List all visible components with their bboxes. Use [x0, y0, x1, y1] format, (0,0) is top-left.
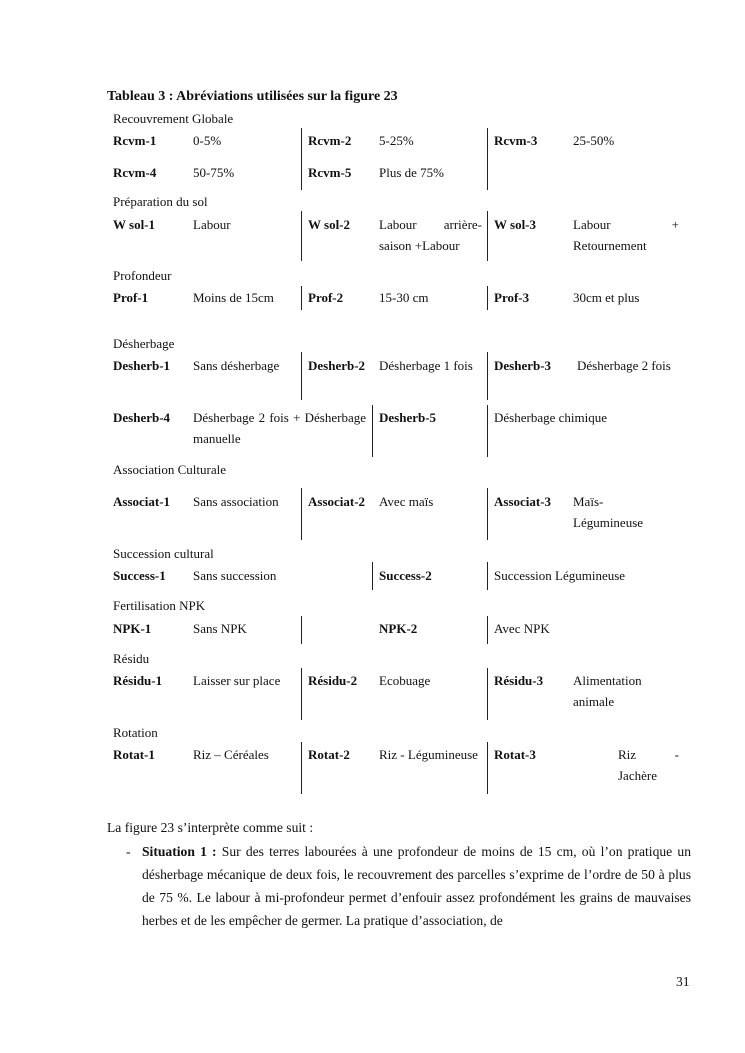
desc-cell: 15-30 cm — [379, 290, 429, 305]
column-divider — [487, 616, 488, 644]
abbr-cell: Rcvm-3 — [494, 133, 538, 148]
intro-paragraph: La figure 23 s’interprète comme suit : — [107, 820, 314, 835]
desc-cell: Moins de 15cm — [193, 290, 274, 305]
section-rotation: Rotation — [113, 725, 158, 740]
abbr-cell: Associat-3 — [494, 494, 552, 509]
desc-cell: Labour + Retournement — [573, 217, 679, 253]
abbr-cell: NPK-2 — [379, 621, 418, 636]
column-divider — [487, 211, 488, 261]
abbr-cell: Rcvm-4 — [113, 165, 157, 180]
desc-cell: 50-75% — [193, 165, 235, 180]
column-divider — [372, 562, 373, 590]
desc-cell: 0-5% — [193, 133, 222, 148]
abbr-cell: Desherb-4 — [113, 410, 171, 425]
abbr-cell: Desherb-2 — [308, 358, 366, 373]
page-number: 31 — [676, 974, 690, 989]
abbr-cell: Rotat-3 — [494, 747, 536, 762]
column-divider — [487, 562, 488, 590]
abbr-cell: Résidu-1 — [113, 673, 163, 688]
situation-body: Sur des terres labourées à une profondeur de moins de 15 cm, où l’on pratique un désherbage mécanique de deux fois, le recouvrement des parcelles s’exprime de l’ordre de 50 à plus de 75 %. Le labour à mi-profondeur permet d’enfouir assez profondément les grains de mauvaises herbes et de les empêcher de germer. La pratique d’association, de — [142, 844, 691, 928]
desc-cell: Désherbage 2 fois + Désherbage manuelle — [193, 410, 366, 446]
desc-cell: Labour — [193, 217, 231, 232]
desc-cell: Labour arrière-saison +Labour — [379, 217, 482, 253]
abbr-cell: Associat-2 — [308, 494, 366, 509]
column-divider — [301, 668, 302, 720]
abbr-cell: Rcvm-5 — [308, 165, 352, 180]
desc-cell: Alimentation animale — [573, 673, 642, 709]
desc-cell: Avec NPK — [494, 621, 550, 636]
desc-cell: Maïs-Légumineuse — [573, 494, 644, 530]
abbr-cell: W sol-2 — [308, 217, 351, 232]
column-divider — [301, 128, 302, 190]
section-fertilisation: Fertilisation NPK — [113, 598, 206, 613]
abbr-cell: Rotat-2 — [308, 747, 350, 762]
table-caption: Tableau 3 : Abréviations utilisées sur la figure 23 — [107, 89, 398, 104]
desc-cell: 25-50% — [573, 133, 615, 148]
desc-cell: Ecobuage — [379, 673, 431, 688]
column-divider — [487, 352, 488, 400]
column-divider — [301, 286, 302, 310]
situation-label: Situation 1 : — [142, 844, 217, 859]
abbr-cell: W sol-1 — [113, 217, 156, 232]
desc-cell: Sans NPK — [193, 621, 247, 636]
column-divider — [487, 668, 488, 720]
list-bullet: - — [126, 844, 131, 859]
column-divider — [301, 488, 302, 540]
situation-paragraph — [142, 840, 691, 932]
column-divider — [487, 128, 488, 190]
desc-cell: Désherbage chimique — [494, 410, 607, 425]
section-association: Association Culturale — [113, 462, 227, 477]
abbr-cell: W sol-3 — [494, 217, 537, 232]
column-divider — [487, 742, 488, 794]
abbr-cell: Rotat-1 — [113, 747, 155, 762]
abbr-cell: Prof-3 — [494, 290, 530, 305]
desc-cell: Désherbage 1 fois — [379, 358, 473, 373]
abbr-cell: Prof-2 — [308, 290, 344, 305]
abbr-cell: Rcvm-1 — [113, 133, 157, 148]
abbr-cell: Desherb-5 — [379, 410, 437, 425]
section-preparation: Préparation du sol — [113, 194, 208, 209]
section-desherbage: Désherbage — [113, 336, 175, 351]
abbr-cell: Prof-1 — [113, 290, 149, 305]
section-succession: Succession cultural — [113, 546, 214, 561]
section-residu: Résidu — [113, 651, 150, 666]
column-divider — [372, 405, 373, 457]
column-divider — [487, 488, 488, 540]
desc-cell: 30cm et plus — [573, 290, 640, 305]
abbr-cell: Success-1 — [113, 568, 166, 583]
desc-cell: Sans désherbage — [193, 358, 280, 373]
desc-cell: Succession Légumineuse — [494, 568, 626, 583]
abbr-cell: Résidu-2 — [308, 673, 358, 688]
column-divider — [301, 616, 302, 644]
abbr-cell: Desherb-3 — [494, 358, 552, 373]
desc-cell: Avec maïs — [379, 494, 434, 509]
desc-cell: Plus de 75% — [379, 165, 444, 180]
abbr-cell: Desherb-1 — [113, 358, 171, 373]
abbr-cell: NPK-1 — [113, 621, 152, 636]
desc-cell: Riz - Jachère — [618, 747, 679, 783]
section-recouvrement: Recouvrement Globale — [113, 111, 234, 126]
column-divider — [487, 286, 488, 310]
column-divider — [301, 211, 302, 261]
desc-cell: Riz - Légumineuse — [379, 747, 478, 762]
abbr-cell: Associat-1 — [113, 494, 171, 509]
abbr-cell: Success-2 — [379, 568, 432, 583]
column-divider — [301, 352, 302, 400]
abbr-cell: Résidu-3 — [494, 673, 544, 688]
section-profondeur: Profondeur — [113, 268, 172, 283]
desc-cell: Laisser sur place — [193, 673, 281, 688]
desc-cell: Sans association — [193, 494, 279, 509]
desc-cell: Sans succession — [193, 568, 277, 583]
desc-cell: Riz – Céréales — [193, 747, 269, 762]
desc-cell: Désherbage 2 fois — [577, 358, 671, 373]
column-divider — [487, 405, 488, 457]
desc-cell: 5-25% — [379, 133, 414, 148]
column-divider — [301, 742, 302, 794]
abbr-cell: Rcvm-2 — [308, 133, 352, 148]
